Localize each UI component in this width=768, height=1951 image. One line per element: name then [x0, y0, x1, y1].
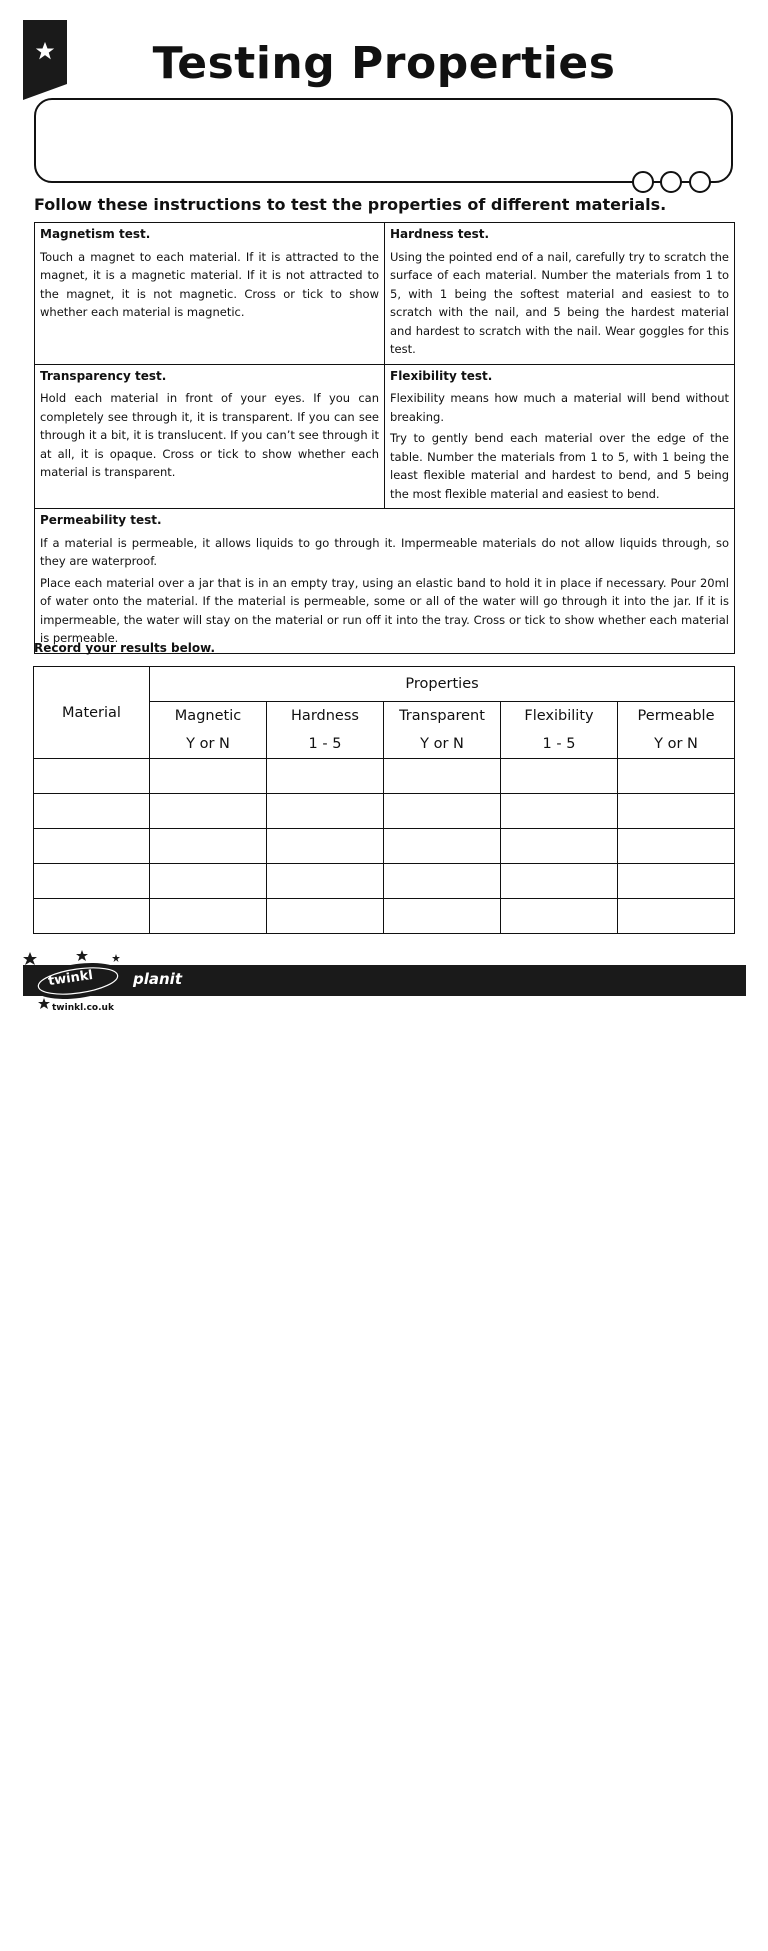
hardness-text: Using the pointed end of a nail, carefully try to scratch the surface of each material. Number the materials from 1 to 5, with 1 being the softest material and easiest to to scratch with the nail, and 5 being the hardest material and hardest to scratch with the nail. Wear goggles for this test. — [390, 249, 729, 356]
magnetism-cell — [35, 223, 385, 365]
table-cell[interactable] — [150, 829, 267, 864]
table-cell[interactable] — [501, 899, 618, 934]
table-cell[interactable] — [267, 899, 384, 934]
table-cell[interactable] — [34, 899, 150, 934]
column-name: Permeable — [637, 708, 715, 724]
table-cell[interactable] — [618, 899, 735, 934]
magnetism-heading: Magnetism test. — [40, 227, 151, 241]
table-cell[interactable] — [384, 759, 501, 794]
flexibility-text-1: Flexibility means how much a material will bend without breaking. — [390, 391, 729, 424]
column-scale: 1 - 5 — [542, 736, 576, 752]
table-cell[interactable] — [267, 829, 384, 864]
table-cell[interactable] — [501, 829, 618, 864]
star-icon — [112, 954, 120, 962]
table-cell[interactable] — [267, 864, 384, 899]
table-cell[interactable] — [384, 864, 501, 899]
star-icon — [76, 950, 88, 961]
hardness-cell — [385, 223, 735, 365]
column-scale: Y or N — [420, 736, 464, 752]
permeability-heading: Permeability test. — [40, 513, 162, 527]
table-cell[interactable] — [34, 829, 150, 864]
column-header-permeable — [618, 702, 735, 759]
flexibility-cell — [385, 364, 735, 509]
table-cell[interactable] — [501, 864, 618, 899]
magnetism-text: Touch a magnet to each material. If it is attracted to the magnet, it is a magnetic material. If it is not attracted to the magnet, it is not magnetic. Cross or tick to show whether each material is magnetic. — [40, 249, 379, 319]
star-icon — [38, 998, 50, 1009]
table-cell[interactable] — [384, 829, 501, 864]
table-row — [34, 829, 735, 864]
table-cell[interactable] — [618, 829, 735, 864]
transparency-cell — [35, 364, 385, 509]
column-header-transparent — [384, 702, 501, 759]
table-cell[interactable] — [618, 759, 735, 794]
record-label: Record your results below. — [34, 641, 216, 655]
table-cell[interactable] — [384, 899, 501, 934]
table-cell[interactable] — [34, 759, 150, 794]
table-cell[interactable] — [267, 794, 384, 829]
table-cell[interactable] — [34, 864, 150, 899]
instructions-table — [34, 222, 735, 654]
permeability-cell — [35, 509, 735, 654]
table-cell[interactable] — [34, 794, 150, 829]
table-cell[interactable] — [501, 759, 618, 794]
footer-subject: Science — [284, 1940, 326, 1951]
table-cell[interactable] — [384, 794, 501, 829]
transparency-heading: Transparency test. — [40, 368, 167, 383]
table-cell[interactable] — [150, 864, 267, 899]
transparency-text: Hold each material in front of your eyes. If you can completely see through it, it is transparent. If you can see through it a bit, it is translucent. If you can’t see through it at all, it is opaque. Cross or tick to show whether each material is transparent. — [40, 391, 379, 479]
instructions-heading: Follow these instructions to test the properties of different materials. — [34, 195, 667, 214]
brand-url[interactable]: twinkl.co.uk — [52, 1003, 114, 1013]
permeability-text-1: If a material is permeable, it allows liquids to go through it. Impermeable materials do not allow liquids through, so they are waterproof. — [40, 535, 729, 568]
table-cell[interactable] — [150, 899, 267, 934]
column-name: Magnetic — [174, 708, 242, 724]
footer-path: | Year 5 | Properties and Changes of Materials | Properties of Matierals | Lesson 1 — [328, 1940, 712, 1951]
properties-header: Properties — [150, 667, 735, 702]
table-row — [34, 759, 735, 794]
table-cell[interactable] — [150, 759, 267, 794]
column-name: Flexibility — [524, 708, 594, 724]
column-scale: Y or N — [186, 736, 230, 752]
table-cell[interactable] — [618, 864, 735, 899]
column-name: Hardness — [291, 708, 359, 724]
table-cell[interactable] — [501, 794, 618, 829]
column-name: Transparent — [399, 708, 485, 724]
results-table — [33, 666, 735, 934]
flexibility-heading: Flexibility test. — [390, 368, 493, 383]
column-scale: 1 - 5 — [308, 736, 342, 752]
table-row — [34, 864, 735, 899]
page-title: Testing Properties — [152, 38, 616, 89]
brand-name: twinkl — [47, 967, 94, 990]
column-header-hardness — [267, 702, 384, 759]
material-header: Material — [34, 667, 150, 759]
table-cell[interactable] — [150, 794, 267, 829]
star-icon — [23, 952, 37, 965]
table-row — [34, 794, 735, 829]
column-header-magnetic — [150, 702, 267, 759]
product-name: planit — [133, 970, 182, 988]
flexibility-text-2: Try to gently bend each material over the edge of the table. Number the materials from 1 to 5, with 1 being the least flexible material and hardest to bend, and 5 being the most flexible material and easiest to bend. — [390, 431, 729, 501]
table-cell[interactable] — [267, 759, 384, 794]
footer-breadcrumb — [284, 1940, 712, 1951]
table-row — [34, 899, 735, 934]
permeability-text-2: Place each material over a jar that is in an empty tray, using an elastic band to hold it in place if necessary. Pour 20ml of water onto the material. If the material is permeable, some or all of the water will go through it into the jar. If it is impermeable, the water will stay on the material or run off it into the tray. Cross or tick to show whether each material is permeable. — [40, 575, 729, 645]
decorative-circles — [630, 170, 716, 194]
column-scale: Y or N — [654, 736, 698, 752]
hardness-heading: Hardness test. — [390, 227, 490, 241]
table-cell[interactable] — [618, 794, 735, 829]
column-header-flexibility — [501, 702, 618, 759]
name-box[interactable] — [34, 98, 733, 183]
